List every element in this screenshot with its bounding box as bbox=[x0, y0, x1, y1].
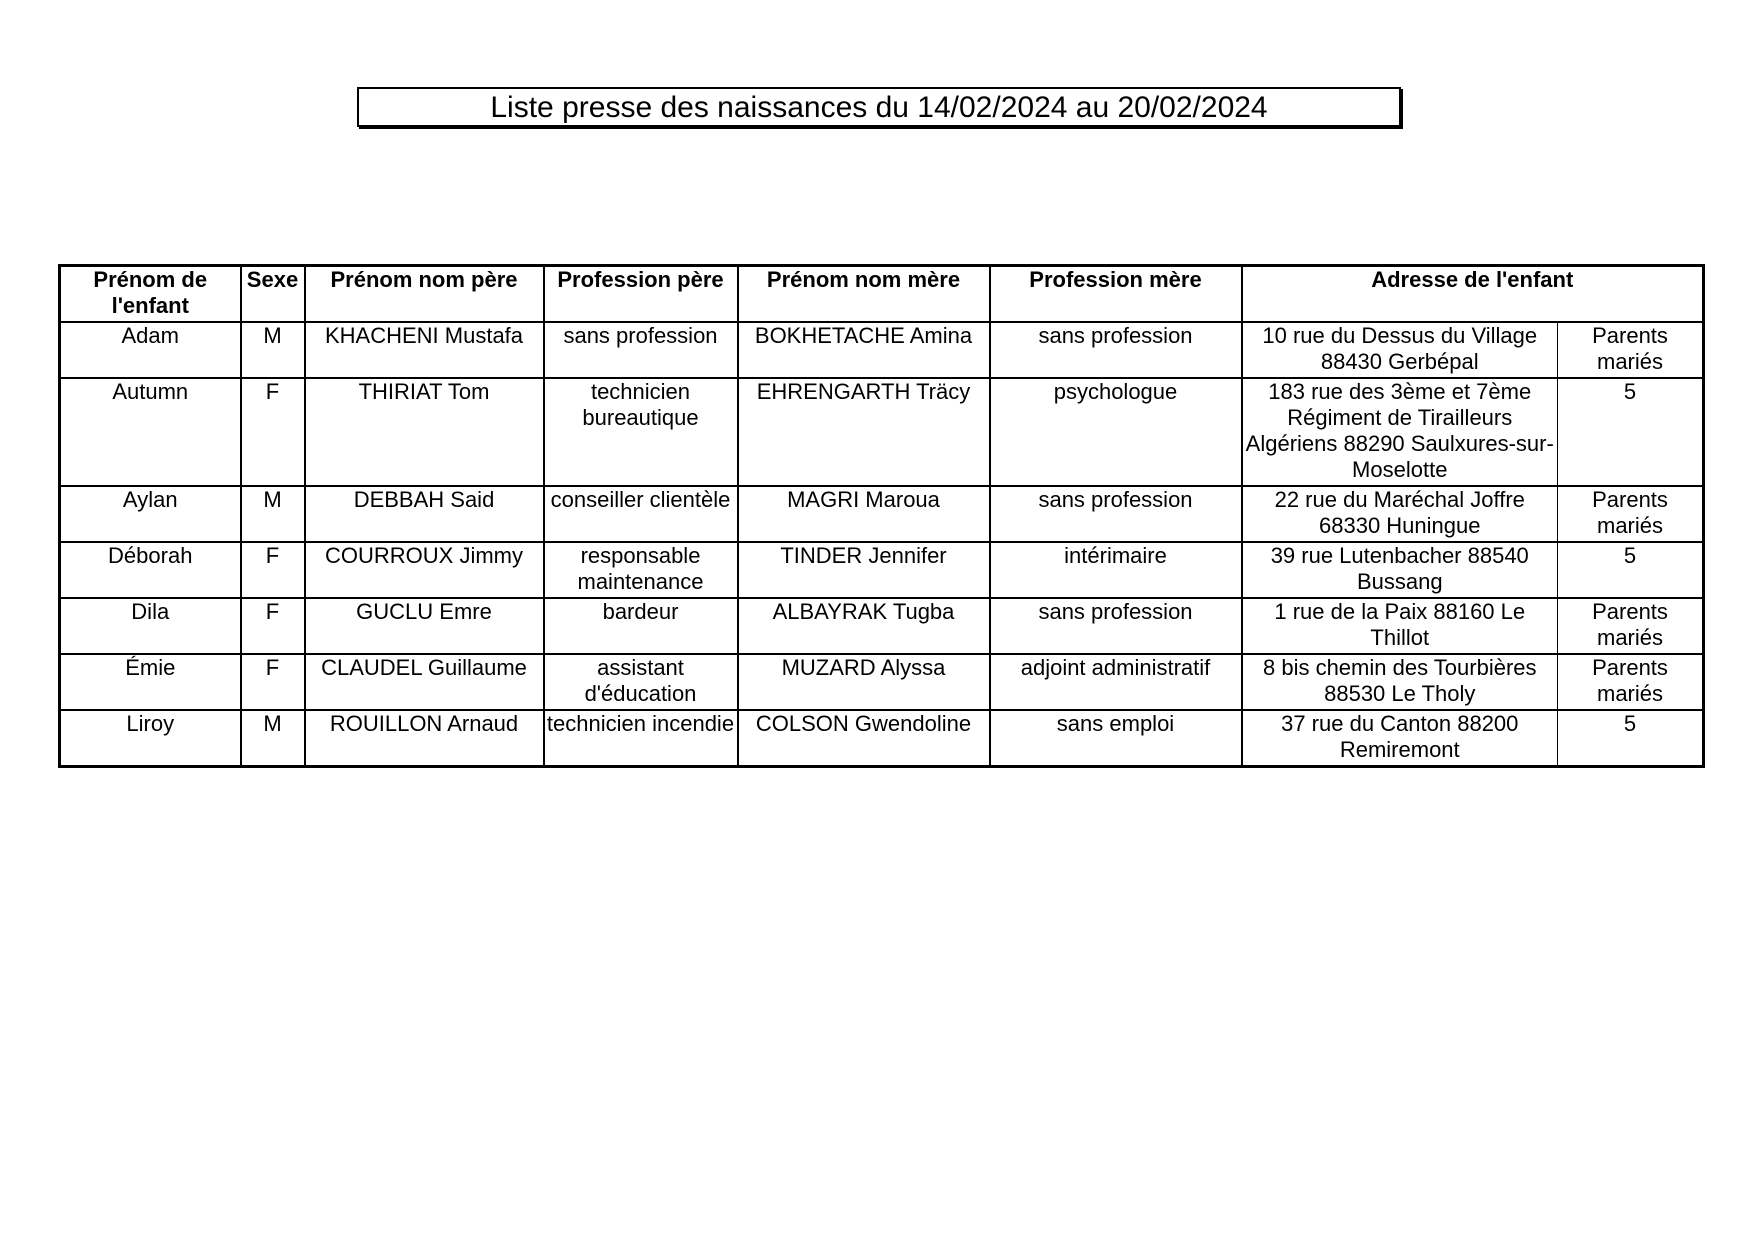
cell-prenom-enfant: Liroy bbox=[60, 710, 241, 767]
cell-adresse: 183 rue des 3ème et 7ème Régiment de Tirailleurs Algériens 88290 Saulxures-sur-Moselotte bbox=[1242, 378, 1558, 486]
header-sexe: Sexe bbox=[241, 266, 305, 323]
cell-adresse: 39 rue Lutenbacher 88540 Bussang bbox=[1242, 542, 1558, 598]
cell-mere: EHRENGARTH Träcy bbox=[738, 378, 990, 486]
cell-profession-pere: technicien bureautique bbox=[544, 378, 738, 486]
cell-prenom-enfant: Dila bbox=[60, 598, 241, 654]
cell-prenom-enfant: Adam bbox=[60, 322, 241, 378]
table-header-row bbox=[60, 266, 1704, 323]
table-row bbox=[60, 542, 1704, 598]
cell-statut: Parents mariés bbox=[1558, 598, 1704, 654]
cell-mere: ALBAYRAK Tugba bbox=[738, 598, 990, 654]
header-adresse-enfant: Adresse de l'enfant bbox=[1242, 266, 1704, 323]
cell-sexe: F bbox=[241, 598, 305, 654]
header-prenom-nom-mere: Prénom nom mère bbox=[738, 266, 990, 323]
cell-profession-mere: adjoint administratif bbox=[990, 654, 1242, 710]
cell-adresse: 1 rue de la Paix 88160 Le Thillot bbox=[1242, 598, 1558, 654]
cell-mere: MAGRI Maroua bbox=[738, 486, 990, 542]
table-row bbox=[60, 654, 1704, 710]
cell-profession-mere: sans profession bbox=[990, 598, 1242, 654]
cell-pere: DEBBAH Said bbox=[305, 486, 544, 542]
cell-prenom-enfant: Émie bbox=[60, 654, 241, 710]
header-profession-pere: Profession père bbox=[544, 266, 738, 323]
cell-profession-pere: responsable maintenance bbox=[544, 542, 738, 598]
cell-sexe: M bbox=[241, 486, 305, 542]
cell-profession-pere: technicien incendie bbox=[544, 710, 738, 767]
cell-sexe: F bbox=[241, 378, 305, 486]
cell-profession-pere: bardeur bbox=[544, 598, 738, 654]
cell-sexe: M bbox=[241, 322, 305, 378]
cell-statut: 5 bbox=[1558, 542, 1704, 598]
cell-prenom-enfant: Autumn bbox=[60, 378, 241, 486]
cell-pere: CLAUDEL Guillaume bbox=[305, 654, 544, 710]
table-row bbox=[60, 598, 1704, 654]
page-title: Liste presse des naissances du 14/02/2024 au 20/02/2024 bbox=[357, 87, 1401, 127]
cell-statut: Parents mariés bbox=[1558, 322, 1704, 378]
cell-mere: COLSON Gwendoline bbox=[738, 710, 990, 767]
cell-profession-mere: sans profession bbox=[990, 322, 1242, 378]
table-row bbox=[60, 486, 1704, 542]
cell-profession-mere: psychologue bbox=[990, 378, 1242, 486]
table-row bbox=[60, 378, 1704, 486]
cell-statut: 5 bbox=[1558, 378, 1704, 486]
cell-profession-pere: sans profession bbox=[544, 322, 738, 378]
table-row bbox=[60, 710, 1704, 767]
cell-statut: 5 bbox=[1558, 710, 1704, 767]
cell-profession-pere: assistant d'éducation bbox=[544, 654, 738, 710]
cell-sexe: M bbox=[241, 710, 305, 767]
cell-adresse: 10 rue du Dessus du Village 88430 Gerbépal bbox=[1242, 322, 1558, 378]
cell-sexe: F bbox=[241, 542, 305, 598]
cell-adresse: 8 bis chemin des Tourbières 88530 Le Tholy bbox=[1242, 654, 1558, 710]
cell-prenom-enfant: Déborah bbox=[60, 542, 241, 598]
cell-profession-mere: intérimaire bbox=[990, 542, 1242, 598]
births-table bbox=[58, 264, 1705, 768]
header-profession-mere: Profession mère bbox=[990, 266, 1242, 323]
cell-pere: KHACHENI Mustafa bbox=[305, 322, 544, 378]
cell-statut: Parents mariés bbox=[1558, 486, 1704, 542]
header-prenom-nom-pere: Prénom nom père bbox=[305, 266, 544, 323]
cell-sexe: F bbox=[241, 654, 305, 710]
cell-prenom-enfant: Aylan bbox=[60, 486, 241, 542]
cell-mere: TINDER Jennifer bbox=[738, 542, 990, 598]
cell-profession-mere: sans emploi bbox=[990, 710, 1242, 767]
cell-statut: Parents mariés bbox=[1558, 654, 1704, 710]
cell-pere: COURROUX Jimmy bbox=[305, 542, 544, 598]
header-prenom-enfant: Prénom de l'enfant bbox=[60, 266, 241, 323]
cell-adresse: 37 rue du Canton 88200 Remiremont bbox=[1242, 710, 1558, 767]
cell-pere: THIRIAT Tom bbox=[305, 378, 544, 486]
cell-profession-pere: conseiller clientèle bbox=[544, 486, 738, 542]
cell-mere: MUZARD Alyssa bbox=[738, 654, 990, 710]
cell-pere: GUCLU Emre bbox=[305, 598, 544, 654]
cell-pere: ROUILLON Arnaud bbox=[305, 710, 544, 767]
cell-mere: BOKHETACHE Amina bbox=[738, 322, 990, 378]
table-row bbox=[60, 322, 1704, 378]
cell-adresse: 22 rue du Maréchal Joffre 68330 Huningue bbox=[1242, 486, 1558, 542]
cell-profession-mere: sans profession bbox=[990, 486, 1242, 542]
